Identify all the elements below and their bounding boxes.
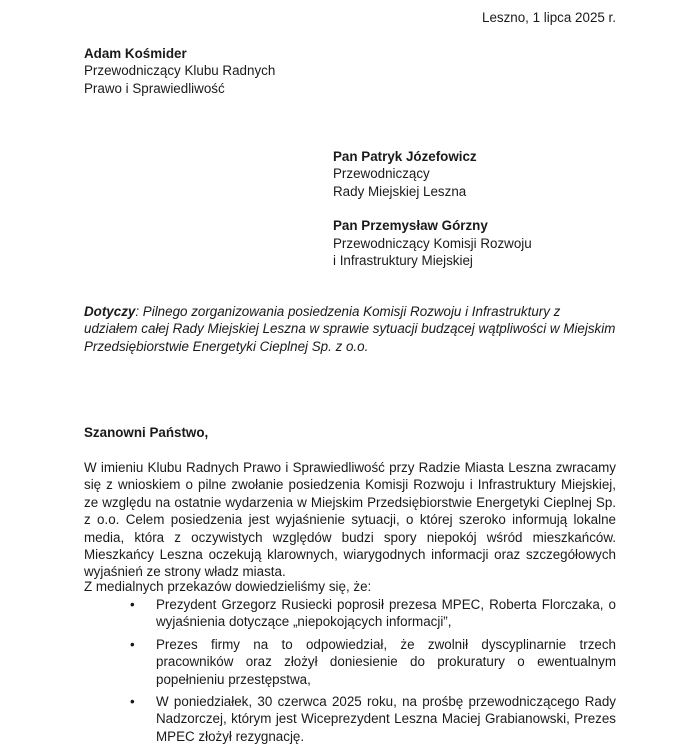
list-item-text: Prezydent Grzegorz Rusiecki poprosił prezesa MPEC, Roberta Florczaka, o wyjaśnienia dotyczące „niepokojących informacji”,	[156, 597, 616, 630]
sender-title-line: Przewodniczący Klubu Radnych	[84, 63, 276, 79]
recipient-title-line: i Infrastruktury Miejskiej	[333, 253, 473, 269]
sender-block	[84, 45, 275, 97]
recipient-name: Pan Patryk Józefowicz	[333, 149, 477, 164]
recipient-title-line: Przewodniczący Komisji Rozwoju	[333, 235, 532, 251]
recipient-name: Pan Przemysław Górzny	[333, 218, 488, 234]
bullet-icon: •	[130, 694, 135, 710]
subject-line	[84, 303, 616, 355]
body-paragraph: W imieniu Klubu Radnych Prawo i Sprawiedliwość przy Radzie Miasta Leszna zwracamy się z wnioskiem o pilne zwołanie posiedzenia Komisji Rozwoju i Infrastruktury Miejskiej, ze względu na ostatnie wydarzenia w Miejskim Przedsiębiorstwie Energetyki Cieplnej Sp. z o.o. Celem posiedzenia jest wyjaśnienie sytuacji, o której szeroko informują lokalne media, która z oczywistych względów budzi spory niepokój wśród mieszkańców. Mieszkańcy Leszna oczekują klarownych, wiarygodnych informacji oraz szczegółowych wyjaśnień ze strony władz miasta.	[84, 460, 616, 580]
list-intro: Z medialnych przekazów dowiedzieliśmy się, że:	[84, 579, 372, 594]
sender-name: Adam Kośmider	[84, 46, 187, 61]
recipient-title-line: Przewodniczący	[333, 166, 430, 182]
subject-label: Dotyczy	[84, 304, 136, 319]
list-item-text: W poniedziałek, 30 czerwca 2025 roku, na prośbę przewodniczącego Rady Nadzorczej, którym jest Wiceprezydent Leszna Maciej Grabianowski, Prezes MPEC złożył rezygnację.	[156, 694, 616, 744]
recipient	[333, 148, 532, 200]
list-item	[84, 636, 616, 688]
letter-date: Leszno, 1 lipca 2025 r.	[482, 10, 616, 25]
recipient-title-line: Rady Miejskiej Leszna	[333, 183, 467, 199]
greeting: Szanowni Państwo,	[84, 425, 209, 440]
bullet-icon: •	[130, 636, 135, 652]
list-item-text: Prezes firmy na to odpowiedział, że zwolnił dyscyplinarnie trzech pracowników oraz złożył doniesienie do prokuratury o ewentualnym popełnieniu przestępstwa,	[156, 636, 616, 687]
bullet-icon: •	[130, 597, 135, 612]
list-item	[84, 596, 616, 631]
recipients-block	[333, 148, 532, 286]
sender-title-line: Prawo i Sprawiedliwość	[84, 80, 225, 96]
recipient	[333, 217, 532, 269]
subject-text: : Pilnego zorganizowania posiedzenia Komisji Rozwoju i Infrastruktury z udziałem całej Rady Miejskiej Leszna w sprawie sytuacji budzącej wątpliwości w Miejskim Przedsiębiorstwie Energetyki Cieplnej Sp. z o.o.	[84, 304, 616, 354]
bullet-list	[84, 596, 616, 750]
list-item	[84, 693, 616, 745]
